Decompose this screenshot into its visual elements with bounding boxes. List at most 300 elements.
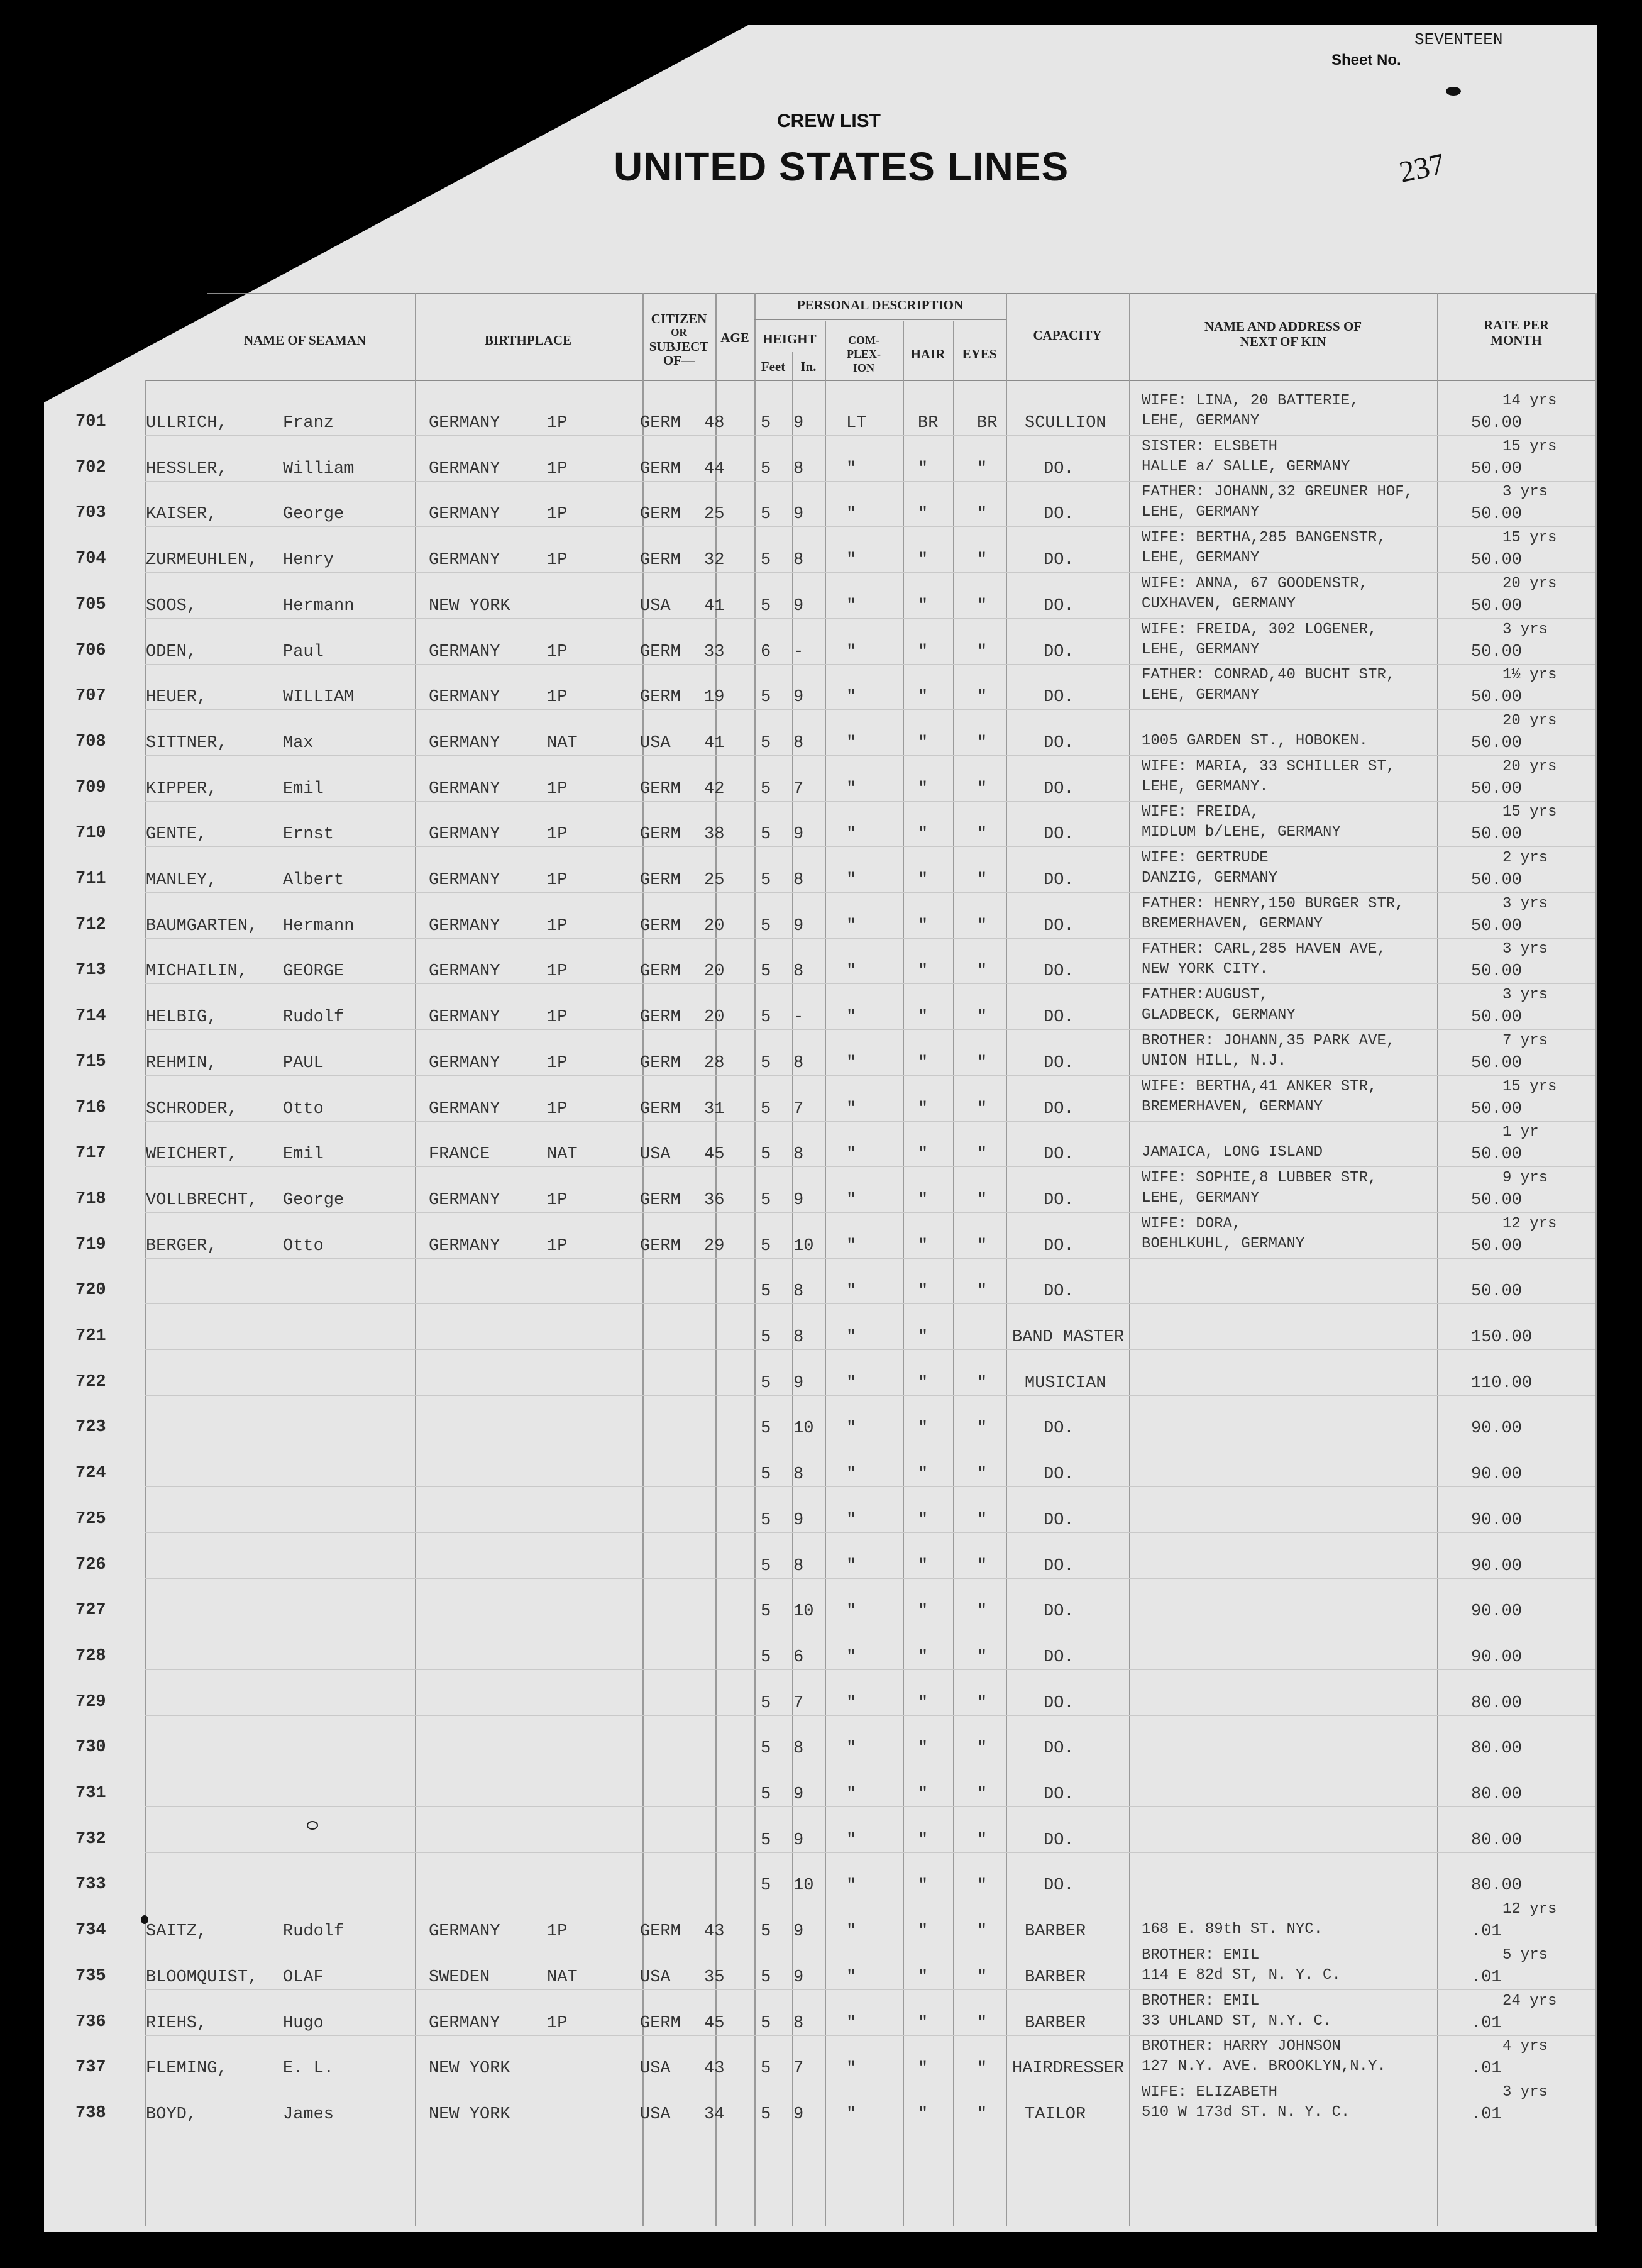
col-birthplace-header: BIRTHPLACE [484,333,572,348]
citizen-of: GERM [640,1054,681,1073]
height-inches: 9 [793,688,804,707]
row-rule [145,664,1595,665]
hair: " [918,1557,928,1576]
height-inches: 8 [793,1328,804,1347]
seaman-surname: REHMIN, [146,1054,218,1073]
rate: 50.00 [1471,871,1523,890]
complexion: " [846,2059,857,2078]
years-of-service: 3 yrs [1502,941,1548,958]
eyes: " [977,1831,988,1850]
citizen-of: GERM [640,1922,681,1941]
years-of-service: 20 yrs [1502,712,1557,729]
rate: 80.00 [1471,1694,1523,1713]
eyes: " [977,688,988,707]
row-number: 701 [75,412,106,431]
row-number: 703 [75,504,106,523]
rate: 50.00 [1471,962,1523,981]
next-of-kin-name: WIFE: SOPHIE,8 LUBBER STR, [1142,1170,1377,1187]
next-of-kin-address: LEHE, GERMANY [1142,641,1260,658]
col-kin-header-1: NAME AND ADDRESS OF [1204,319,1362,334]
hair: " [918,825,928,844]
rate: 80.00 [1471,1785,1523,1804]
seaman-given-name: George [283,505,344,524]
col-citizen-header-3: SUBJECT [649,339,709,354]
age: 43 [704,2059,725,2078]
hair: " [918,1876,928,1895]
birthplace: GERMANY [429,551,500,570]
row-rule [145,1395,1595,1396]
row-rule [145,1578,1595,1579]
complexion: " [846,1511,857,1530]
eyes: " [977,1557,988,1576]
birthplace: GERMANY [429,1008,500,1027]
rate: .01 [1471,2059,1502,2078]
column-rule [1129,293,1130,2226]
next-of-kin-name: WIFE: MARIA, 33 SCHILLER ST, [1142,758,1396,775]
birthplace: NEW YORK [429,2059,510,2078]
seaman-given-name: OLAF [283,1968,324,1987]
citizenship-status: 1P [547,1922,568,1941]
rate: 50.00 [1471,825,1523,844]
height-feet: 5 [761,734,771,753]
seaman-given-name: Emil [283,780,324,799]
capacity: DO. [1044,643,1074,661]
capacity: DO. [1044,780,1074,799]
age: 19 [704,688,725,707]
complexion: " [846,2105,857,2124]
complexion: " [846,1922,857,1941]
hair: " [918,1739,928,1758]
next-of-kin-name: BROTHER: JOHANN,35 PARK AVE, [1142,1032,1396,1049]
capacity: DO. [1044,1739,1074,1758]
hair: " [918,688,928,707]
eyes: " [977,871,988,890]
next-of-kin-address: BREMERHAVEN, GERMANY [1142,915,1323,932]
complexion: " [846,1237,857,1256]
row-number: 732 [75,1830,106,1849]
rate: 50.00 [1471,505,1523,524]
next-of-kin-name: FATHER: HENRY,150 BURGER STR, [1142,895,1404,912]
years-of-service: 15 yrs [1502,1078,1557,1095]
row-number: 719 [75,1236,106,1254]
rate: 90.00 [1471,1648,1523,1667]
birthplace: GERMANY [429,2014,500,2033]
height-inches: 10 [793,1876,814,1895]
seaman-surname: SAITZ, [146,1922,207,1941]
height-feet: 5 [761,871,771,890]
height-inches: 8 [793,460,804,478]
height-inches: 9 [793,1374,804,1393]
height-inches: 8 [793,1465,804,1484]
capacity: BARBER [1025,1922,1086,1941]
height-inches: - [793,643,804,661]
hair: " [918,460,928,478]
rate: .01 [1471,2014,1502,2033]
seaman-surname: BAUMGARTEN, [146,917,258,936]
next-of-kin-name: WIFE: GERTRUDE [1142,849,1269,866]
hair: " [918,1054,928,1073]
crew-list-sheet [44,25,1597,2232]
capacity: TAILOR [1025,2105,1086,2124]
next-of-kin-name: FATHER: CONRAD,40 BUCHT STR, [1142,667,1396,683]
column-rule [1437,293,1438,2226]
hair: " [918,1282,928,1301]
hair: " [918,1328,928,1347]
rate: 50.00 [1471,1282,1523,1301]
next-of-kin-address: LEHE, GERMANY [1142,550,1260,567]
eyes: " [977,1465,988,1484]
row-rule [145,481,1595,482]
complexion: " [846,688,857,707]
height-feet: 5 [761,1282,771,1301]
eyes: " [977,2059,988,2078]
col-citizen-header-1: CITIZEN [651,311,707,326]
complexion: " [846,643,857,661]
col-citizen-header-4: OF— [663,353,695,368]
complexion: " [846,1374,857,1393]
row-number: 716 [75,1098,106,1117]
citizen-of: USA [640,2059,671,2078]
personal-description-rule [754,319,1006,320]
eyes: " [977,1876,988,1895]
hair: " [918,871,928,890]
age: 43 [704,1922,725,1941]
years-of-service: 15 yrs [1502,438,1557,455]
seaman-given-name: GEORGE [283,962,344,981]
next-of-kin-address: 510 W 173d ST. N. Y. C. [1142,2104,1350,2121]
column-rule [1006,293,1007,2226]
seaman-given-name: George [283,1191,344,1210]
next-of-kin-address: LEHE, GERMANY [1142,687,1260,704]
years-of-service: 4 yrs [1502,2038,1548,2055]
complexion: " [846,734,857,753]
seaman-given-name: Ernst [283,825,334,844]
col-eyes-header: EYES [962,346,997,362]
row-number: 730 [75,1738,106,1757]
citizen-of: GERM [640,1191,681,1210]
capacity: BARBER [1025,1968,1086,1987]
row-number: 718 [75,1190,106,1209]
seaman-given-name: Emil [283,1145,324,1164]
eyes: " [977,460,988,478]
rate: 80.00 [1471,1739,1523,1758]
complexion: " [846,1739,857,1758]
complexion: " [846,871,857,890]
next-of-kin-address: LEHE, GERMANY [1142,1190,1260,1207]
hair: " [918,1145,928,1164]
row-number: 704 [75,550,106,568]
age: 45 [704,2014,725,2033]
seaman-given-name: Otto [283,1100,324,1119]
next-of-kin-name: FATHER: JOHANN,32 GREUNER HOF, [1142,484,1414,501]
eyes: " [977,597,988,616]
years-of-service: 3 yrs [1502,621,1548,638]
complexion: " [846,551,857,570]
row-number: 727 [75,1601,106,1620]
next-of-kin-name: WIFE: BERTHA,41 ANKER STR, [1142,1078,1377,1095]
citizen-of: GERM [640,825,681,844]
row-number: 726 [75,1556,106,1574]
citizen-of: USA [640,597,671,616]
seaman-given-name: Hermann [283,597,355,616]
rate: .01 [1471,1922,1502,1941]
seaman-given-name: WILLIAM [283,688,355,707]
next-of-kin-address: DANZIG, GERMANY [1142,870,1278,887]
next-of-kin-name: WIFE: ELIZABETH [1142,2084,1278,2101]
capacity: DO. [1044,1602,1074,1621]
seaman-surname: KAISER, [146,505,218,524]
citizenship-status: 1P [547,460,568,478]
next-of-kin-name: WIFE: BERTHA,285 BANGENSTR, [1142,529,1386,546]
rate: 50.00 [1471,780,1523,799]
birthplace: GERMANY [429,825,500,844]
birthplace: GERMANY [429,643,500,661]
next-of-kin-address: LEHE, GERMANY [1142,412,1260,429]
seaman-surname: SOOS, [146,597,197,616]
citizenship-status: 1P [547,917,568,936]
next-of-kin-address: GLADBECK, GERMANY [1142,1007,1296,1024]
birthplace: GERMANY [429,871,500,890]
capacity: HAIRDRESSER [1012,2059,1125,2078]
height-inches: 6 [793,1648,804,1667]
eyes: " [977,1511,988,1530]
height-feet: 5 [761,1465,771,1484]
height-inches: 8 [793,871,804,890]
age: 20 [704,917,725,936]
citizenship-status: 1P [547,414,568,433]
height-feet: 5 [761,1968,771,1987]
years-of-service: 1 yr [1502,1124,1539,1141]
citizen-of: GERM [640,688,681,707]
citizenship-status: 1P [547,1054,568,1073]
height-inches: 7 [793,2059,804,2078]
seaman-given-name: William [283,460,355,478]
complexion: " [846,597,857,616]
next-of-kin-name: SISTER: ELSBETH [1142,438,1278,455]
citizen-of: GERM [640,1237,681,1256]
height-inches: - [793,1008,804,1027]
next-of-kin-address: LEHE, GERMANY [1142,504,1260,521]
years-of-service: 2 yrs [1502,849,1548,866]
height-feet: 5 [761,597,771,616]
birthplace: GERMANY [429,734,500,753]
hair: " [918,1968,928,1987]
seaman-surname: RIEHS, [146,2014,207,2033]
height-feet: 5 [761,1419,771,1438]
column-rule [754,293,756,2226]
row-rule [145,1852,1595,1853]
eyes: " [977,780,988,799]
eyes: " [977,1648,988,1667]
row-rule [145,1212,1595,1213]
col-feet-header: Feet [761,359,786,374]
seaman-surname: VOLLBRECHT, [146,1191,258,1210]
seaman-surname: GENTE, [146,825,207,844]
rate: 50.00 [1471,414,1523,433]
height-feet: 5 [761,1831,771,1850]
years-of-service: 12 yrs [1502,1215,1557,1232]
seaman-surname: SITTNER, [146,734,228,753]
citizenship-status: 1P [547,1191,568,1210]
complexion: " [846,1145,857,1164]
row-number: 709 [75,778,106,797]
age: 31 [704,1100,725,1119]
citizen-of: GERM [640,917,681,936]
height-feet: 5 [761,1145,771,1164]
capacity: DO. [1044,1557,1074,1576]
seaman-given-name: Albert [283,871,344,890]
row-rule [145,1989,1595,1990]
capacity: DO. [1044,1282,1074,1301]
rate: .01 [1471,2105,1502,2124]
row-number: 722 [75,1373,106,1391]
complexion: " [846,1831,857,1850]
height-feet: 5 [761,505,771,524]
eyes: " [977,917,988,936]
rate: 90.00 [1471,1465,1523,1484]
row-rule [145,435,1595,436]
years-of-service: 7 yrs [1502,1032,1548,1049]
complexion: " [846,1008,857,1027]
row-number: 728 [75,1647,106,1666]
row-rule [145,2035,1595,2036]
eyes: " [977,1922,988,1941]
eyes: " [977,551,988,570]
next-of-kin-name: BROTHER: HARRY JOHNSON [1142,2038,1341,2055]
sheet-number-label: Sheet No. [1331,52,1401,69]
seaman-surname: BERGER, [146,1237,218,1256]
hair: " [918,962,928,981]
height-inches: 7 [793,1694,804,1713]
years-of-service: 5 yrs [1502,1947,1548,1964]
height-feet: 5 [761,1785,771,1804]
height-inches: 9 [793,917,804,936]
row-rule [145,1258,1595,1259]
citizen-of: USA [640,1968,671,1987]
citizen-of: GERM [640,1100,681,1119]
birthplace: GERMANY [429,1100,500,1119]
years-of-service: 3 yrs [1502,895,1548,912]
row-rule [145,1532,1595,1533]
capacity: DO. [1044,688,1074,707]
capacity: DO. [1044,1145,1074,1164]
complexion: " [846,1100,857,1119]
age: 38 [704,825,725,844]
company-title: UNITED STATES LINES [614,144,1069,189]
height-inches: 8 [793,1282,804,1301]
citizenship-status: 1P [547,825,568,844]
height-feet: 5 [761,1739,771,1758]
hair: " [918,1831,928,1850]
row-rule [145,846,1595,847]
col-rate-header-2: MONTH [1490,333,1542,348]
complexion: " [846,1602,857,1621]
seaman-surname: WEICHERT, [146,1145,238,1164]
height-inches: 9 [793,414,804,433]
height-feet: 5 [761,551,771,570]
row-number: 738 [75,2104,106,2123]
height-feet: 5 [761,780,771,799]
complexion: " [846,1968,857,1987]
capacity: DO. [1044,871,1074,890]
seaman-surname: HEUER, [146,688,207,707]
height-inches: 7 [793,1100,804,1119]
complexion: " [846,505,857,524]
seaman-surname: ZURMEUHLEN, [146,551,258,570]
row-rule [145,1806,1595,1807]
height-feet: 5 [761,1328,771,1347]
birthplace: GERMANY [429,414,500,433]
height-feet: 5 [761,1237,771,1256]
header-bottom-rule [145,380,1595,381]
height-inches: 8 [793,551,804,570]
row-number: 707 [75,687,106,705]
capacity: DO. [1044,1008,1074,1027]
capacity: BAND MASTER [1012,1328,1125,1347]
next-of-kin-address: 33 UHLAND ST, N.Y. C. [1142,2013,1332,2030]
rate: 50.00 [1471,597,1523,616]
birthplace: GERMANY [429,688,500,707]
height-feet: 5 [761,1100,771,1119]
height-feet: 5 [761,460,771,478]
years-of-service: 24 yrs [1502,1993,1557,2010]
complexion: " [846,1282,857,1301]
row-rule [145,755,1595,756]
height-inches: 9 [793,505,804,524]
row-number: 706 [75,641,106,660]
row-number: 733 [75,1875,106,1894]
rate: 110.00 [1471,1374,1533,1393]
rate: 90.00 [1471,1419,1523,1438]
height-inches: 8 [793,1054,804,1073]
next-of-kin-name: WIFE: FREIDA, [1142,804,1260,821]
seaman-surname: ODEN, [146,643,197,661]
rate: 90.00 [1471,1511,1523,1530]
citizenship-status: 1P [547,505,568,524]
hair: " [918,734,928,753]
birthplace: GERMANY [429,1922,500,1941]
years-of-service: 3 yrs [1502,2084,1548,2101]
height-inches: 8 [793,2014,804,2033]
complexion: " [846,962,857,981]
complexion: " [846,1191,857,1210]
row-rule [145,1715,1595,1716]
citizen-of: GERM [640,871,681,890]
eyes: " [977,1191,988,1210]
row-number: 724 [75,1464,106,1483]
height-feet: 5 [761,1374,771,1393]
birthplace: FRANCE [429,1145,490,1164]
citizenship-status: NAT [547,1145,578,1164]
next-of-kin-address: UNION HILL, N.J. [1142,1053,1287,1070]
rate: 50.00 [1471,1191,1523,1210]
rate: 90.00 [1471,1602,1523,1621]
citizen-of: USA [640,734,671,753]
age: 20 [704,1008,725,1027]
row-number: 720 [75,1281,106,1300]
citizen-of: USA [640,1145,671,1164]
capacity: DO. [1044,1694,1074,1713]
height-inches: 8 [793,1145,804,1164]
crew-list-title: CREW LIST [777,111,881,131]
complexion: " [846,1694,857,1713]
hair: " [918,597,928,616]
seaman-given-name: Hugo [283,2014,324,2033]
capacity: BARBER [1025,2014,1086,2033]
height-feet: 5 [761,1876,771,1895]
seaman-given-name: PAUL [283,1054,324,1073]
row-rule [145,1669,1595,1670]
